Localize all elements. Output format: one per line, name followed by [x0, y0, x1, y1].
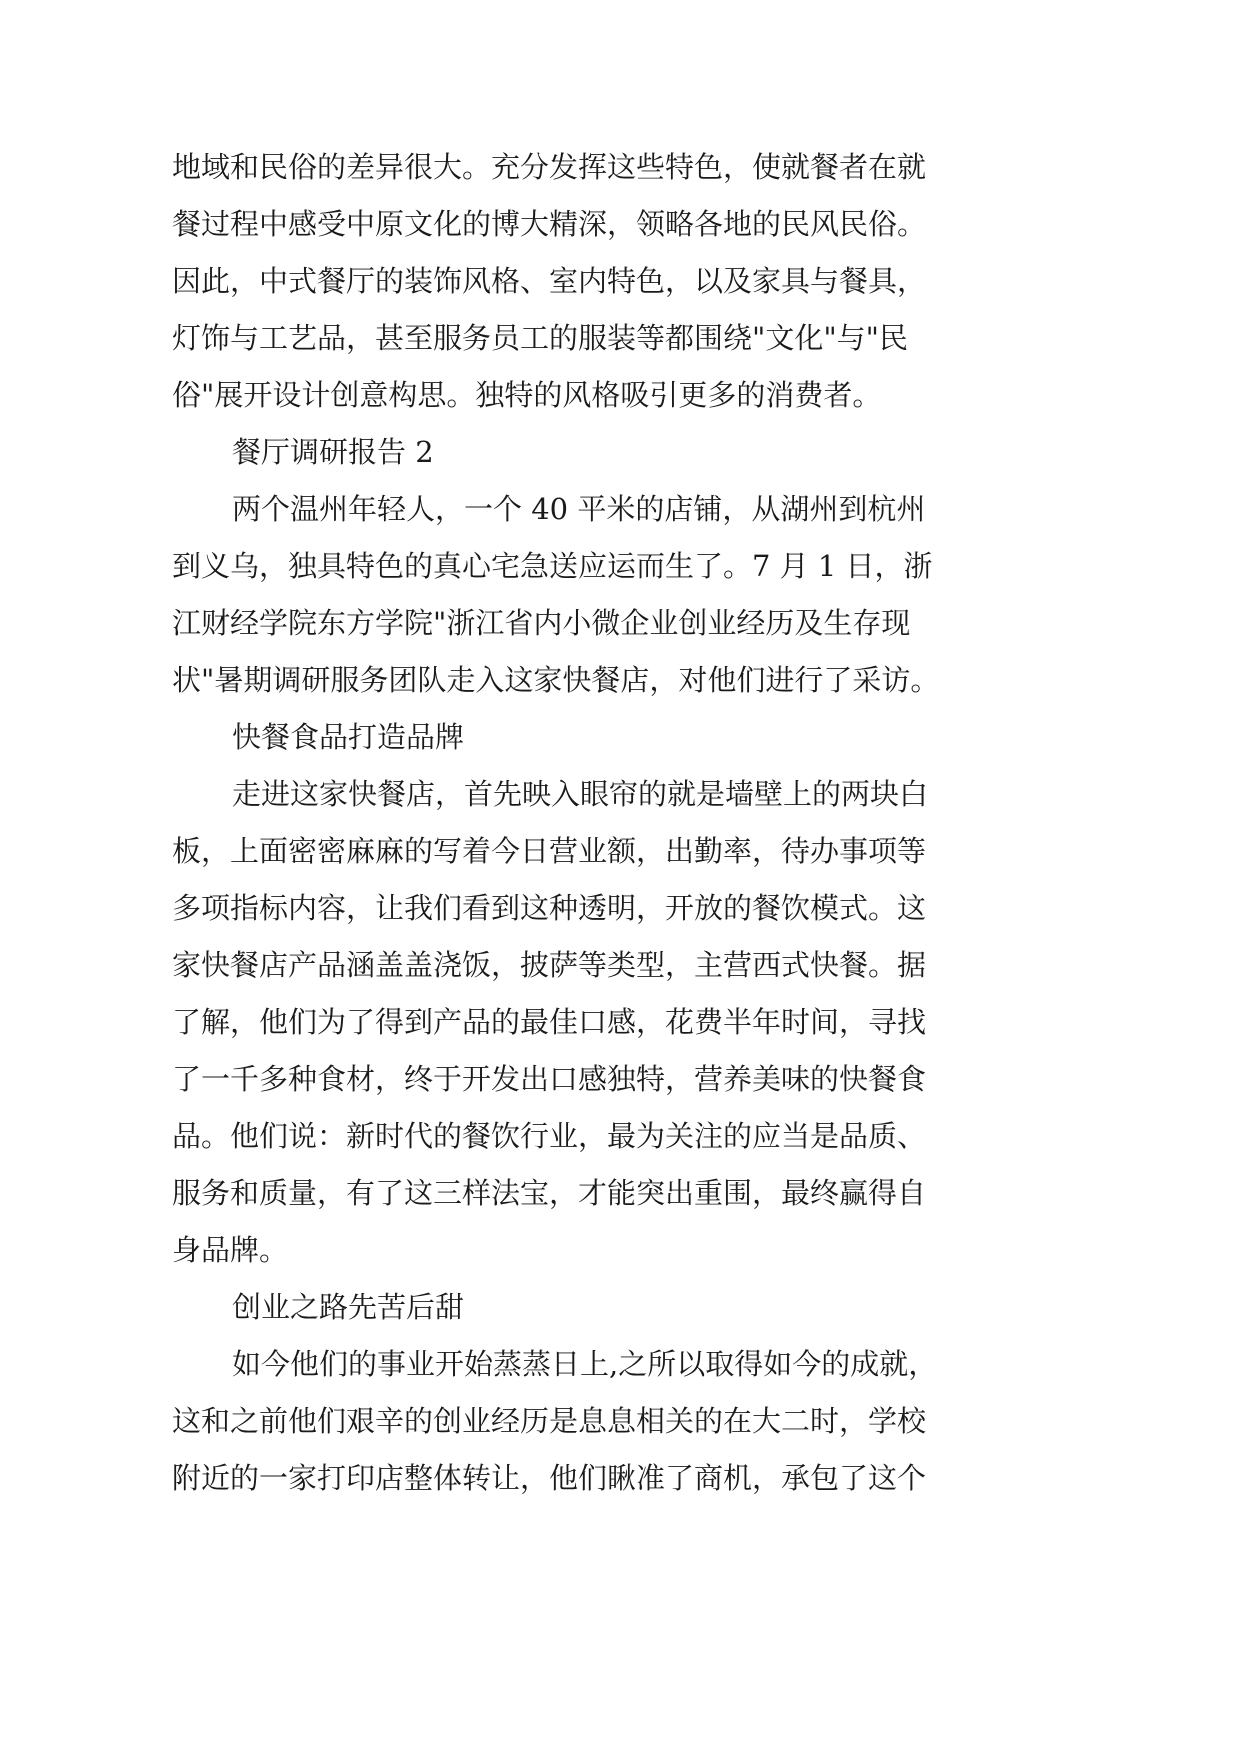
section-heading: 餐厅调研报告 2	[232, 435, 434, 469]
paragraph-line: 附近的一家打印店整体转让，他们瞅准了商机，承包了这个	[172, 1461, 927, 1495]
paragraph-line: 了解，他们为了得到产品的最佳口感，花费半年时间，寻找	[172, 1005, 927, 1039]
paragraph-line: 两个温州年轻人，一个 40 平米的店铺，从湖州到杭州	[232, 492, 926, 526]
paragraph-line: 地域和民俗的差异很大。充分发挥这些特色，使就餐者在就	[172, 150, 927, 184]
paragraph-line: 灯饰与工艺品，甚至服务员工的服装等都围绕"文化"与"民	[172, 321, 909, 355]
section-heading: 快餐食品打造品牌	[232, 720, 465, 754]
paragraph-line: 走进这家快餐店，首先映入眼帘的就是墙壁上的两块白	[232, 777, 929, 811]
paragraph-line: 身品牌。	[172, 1233, 289, 1267]
paragraph-line: 了一千多种食材，终于开发出口感独特，营养美味的快餐食	[172, 1062, 927, 1096]
paragraph-line: 板，上面密密麻麻的写着今日营业额，出勤率，待办事项等	[172, 834, 927, 868]
paragraph-line: 如今他们的事业开始蒸蒸日上,之所以取得如今的成就，	[232, 1347, 938, 1381]
paragraph-line: 状"暑期调研服务团队走入这家快餐店，对他们进行了采访。	[172, 663, 940, 697]
paragraph-line: 品。他们说：新时代的餐饮行业，最为关注的应当是品质、	[172, 1119, 927, 1153]
paragraph-line: 服务和质量，有了这三样法宝，才能突出重围，最终赢得自	[172, 1176, 927, 1210]
paragraph-line: 家快餐店产品涵盖盖浇饭，披萨等类型，主营西式快餐。据	[172, 948, 927, 982]
paragraph-line: 多项指标内容，让我们看到这种透明，开放的餐饮模式。这	[172, 891, 927, 925]
paragraph-line: 餐过程中感受中原文化的博大精深，领略各地的民风民俗。	[172, 207, 927, 241]
paragraph-line: 江财经学院东方学院"浙江省内小微企业创业经历及生存现	[172, 606, 911, 640]
paragraph-line: 这和之前他们艰辛的创业经历是息息相关的在大二时，学校	[172, 1404, 927, 1438]
paragraph-line: 俗"展开设计创意构思。独特的风格吸引更多的消费者。	[172, 378, 882, 412]
paragraph-line: 因此，中式餐厅的装饰风格、室内特色，以及家具与餐具，	[172, 264, 927, 298]
paragraph-line: 到义乌，独具特色的真心宅急送应运而生了。7 月 1 日，浙	[172, 549, 933, 583]
section-heading: 创业之路先苦后甜	[232, 1290, 465, 1324]
